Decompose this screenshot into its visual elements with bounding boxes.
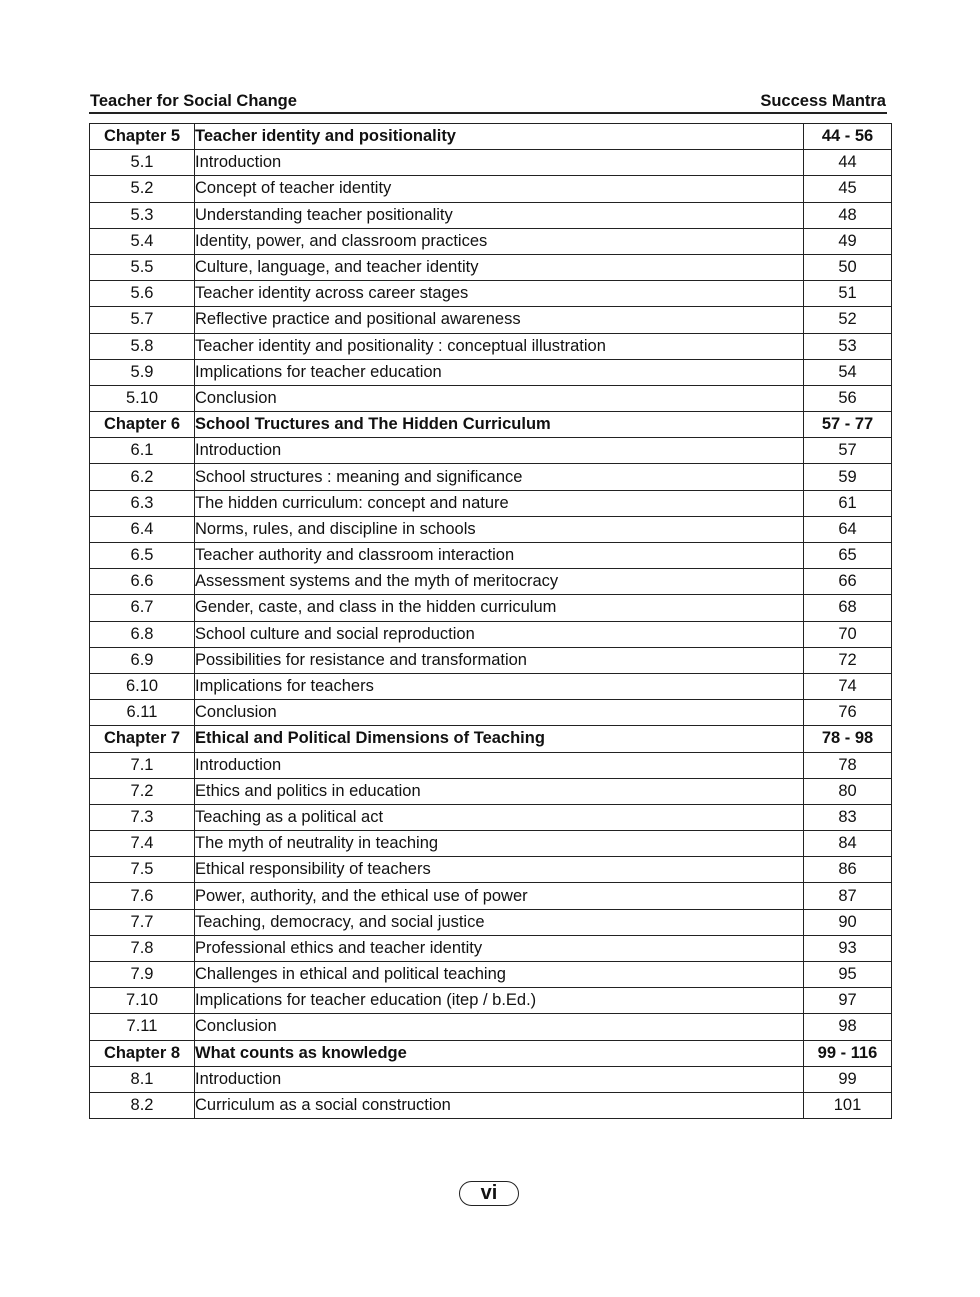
section-row [90,254,892,280]
section-row [90,804,892,830]
entry-page: 53 [804,333,892,359]
entry-number: 5.5 [90,254,195,280]
section-row [90,490,892,516]
entry-page: 70 [804,621,892,647]
entry-title: School culture and social reproduction [195,621,804,647]
entry-page: 56 [804,385,892,411]
entry-number: 6.11 [90,700,195,726]
entry-page: 57 - 77 [804,412,892,438]
entry-page: 98 [804,1014,892,1040]
entry-title: Introduction [195,1066,804,1092]
entry-page: 52 [804,307,892,333]
entry-title: Ethical and Political Dimensions of Teaching [195,726,804,752]
entry-number: 7.9 [90,962,195,988]
section-row [90,333,892,359]
section-row [90,962,892,988]
entry-page: 99 [804,1066,892,1092]
entry-number: 7.4 [90,831,195,857]
entry-page: 44 - 56 [804,124,892,150]
section-row [90,385,892,411]
entry-number: 7.11 [90,1014,195,1040]
entry-number: 5.3 [90,202,195,228]
chapter-row [90,1040,892,1066]
entry-page: 44 [804,150,892,176]
entry-number: 6.5 [90,543,195,569]
entry-title: Concept of teacher identity [195,176,804,202]
entry-number: 7.2 [90,778,195,804]
section-row [90,176,892,202]
entry-page: 66 [804,569,892,595]
entry-title: Understanding teacher positionality [195,202,804,228]
section-row [90,909,892,935]
running-header [89,92,887,114]
publisher-name: Success Mantra [760,92,886,110]
entry-number: Chapter 7 [90,726,195,752]
entry-title: Ethics and politics in education [195,778,804,804]
entry-title: Gender, caste, and class in the hidden curriculum [195,595,804,621]
section-row [90,857,892,883]
entry-page: 93 [804,935,892,961]
section-row [90,752,892,778]
entry-title: School Tructures and The Hidden Curriculum [195,412,804,438]
entry-title: Power, authority, and the ethical use of power [195,883,804,909]
section-row [90,1066,892,1092]
entry-title: Implications for teachers [195,673,804,699]
section-row [90,831,892,857]
entry-page: 84 [804,831,892,857]
entry-title: Teaching as a political act [195,804,804,830]
entry-title: Introduction [195,150,804,176]
entry-number: 6.2 [90,464,195,490]
entry-number: 6.8 [90,621,195,647]
entry-title: Curriculum as a social construction [195,1092,804,1118]
entry-number: 5.10 [90,385,195,411]
section-row [90,1014,892,1040]
entry-title: Conclusion [195,700,804,726]
entry-number: 6.4 [90,516,195,542]
section-row [90,543,892,569]
section-row [90,673,892,699]
section-row [90,883,892,909]
entry-number: 7.1 [90,752,195,778]
section-row [90,569,892,595]
entry-page: 78 - 98 [804,726,892,752]
entry-number: Chapter 8 [90,1040,195,1066]
section-row [90,464,892,490]
entry-page: 48 [804,202,892,228]
entry-title: Teacher identity and positionality : conceptual illustration [195,333,804,359]
entry-page: 83 [804,804,892,830]
entry-page: 61 [804,490,892,516]
section-row [90,595,892,621]
entry-title: Introduction [195,752,804,778]
entry-page: 78 [804,752,892,778]
entry-title: Implications for teacher education (itep / b.Ed.) [195,988,804,1014]
entry-page: 101 [804,1092,892,1118]
entry-title: Assessment systems and the myth of meritocracy [195,569,804,595]
chapter-row [90,726,892,752]
section-row [90,988,892,1014]
entry-number: 6.7 [90,595,195,621]
page-number: vi [459,1181,519,1206]
section-row [90,281,892,307]
entry-page: 45 [804,176,892,202]
entry-page: 74 [804,673,892,699]
section-row [90,647,892,673]
entry-page: 64 [804,516,892,542]
entry-title: Teacher authority and classroom interaction [195,543,804,569]
section-row [90,438,892,464]
toc-body [90,124,892,1119]
entry-title: Reflective practice and positional awareness [195,307,804,333]
chapter-row [90,124,892,150]
entry-number: 6.6 [90,569,195,595]
entry-number: 7.10 [90,988,195,1014]
entry-page: 97 [804,988,892,1014]
entry-number: 7.6 [90,883,195,909]
entry-number: 5.9 [90,359,195,385]
entry-title: Ethical responsibility of teachers [195,857,804,883]
table-of-contents [89,123,892,1119]
entry-page: 99 - 116 [804,1040,892,1066]
entry-page: 65 [804,543,892,569]
entry-page: 54 [804,359,892,385]
entry-number: 7.5 [90,857,195,883]
section-row [90,1092,892,1118]
entry-title: Culture, language, and teacher identity [195,254,804,280]
entry-number: 6.3 [90,490,195,516]
entry-page: 87 [804,883,892,909]
entry-number: Chapter 5 [90,124,195,150]
entry-title: Conclusion [195,385,804,411]
entry-title: Teacher identity across career stages [195,281,804,307]
entry-title: The myth of neutrality in teaching [195,831,804,857]
section-row [90,935,892,961]
section-row [90,150,892,176]
entry-title: Conclusion [195,1014,804,1040]
entry-page: 76 [804,700,892,726]
entry-title: Challenges in ethical and political teaching [195,962,804,988]
entry-number: 5.4 [90,228,195,254]
entry-number: 8.1 [90,1066,195,1092]
section-row [90,228,892,254]
section-row [90,359,892,385]
entry-page: 49 [804,228,892,254]
entry-number: Chapter 6 [90,412,195,438]
chapter-row [90,412,892,438]
section-row [90,516,892,542]
entry-page: 51 [804,281,892,307]
entry-page: 90 [804,909,892,935]
entry-title: Teacher identity and positionality [195,124,804,150]
entry-number: 7.8 [90,935,195,961]
entry-number: 7.3 [90,804,195,830]
entry-page: 80 [804,778,892,804]
section-row [90,778,892,804]
book-title: Teacher for Social Change [90,92,297,110]
entry-number: 5.2 [90,176,195,202]
entry-page: 59 [804,464,892,490]
entry-number: 5.8 [90,333,195,359]
entry-number: 5.7 [90,307,195,333]
entry-number: 5.1 [90,150,195,176]
entry-page: 72 [804,647,892,673]
entry-title: School structures : meaning and significance [195,464,804,490]
entry-title: Norms, rules, and discipline in schools [195,516,804,542]
entry-number: 6.9 [90,647,195,673]
entry-number: 6.1 [90,438,195,464]
entry-number: 6.10 [90,673,195,699]
entry-number: 8.2 [90,1092,195,1118]
section-row [90,202,892,228]
section-row [90,700,892,726]
entry-title: Introduction [195,438,804,464]
entry-title: Identity, power, and classroom practices [195,228,804,254]
section-row [90,621,892,647]
entry-title: Professional ethics and teacher identity [195,935,804,961]
entry-title: The hidden curriculum: concept and nature [195,490,804,516]
entry-page: 86 [804,857,892,883]
entry-title: Implications for teacher education [195,359,804,385]
entry-title: What counts as knowledge [195,1040,804,1066]
entry-number: 5.6 [90,281,195,307]
entry-title: Possibilities for resistance and transformation [195,647,804,673]
section-row [90,307,892,333]
entry-page: 68 [804,595,892,621]
entry-page: 95 [804,962,892,988]
entry-number: 7.7 [90,909,195,935]
entry-page: 57 [804,438,892,464]
entry-title: Teaching, democracy, and social justice [195,909,804,935]
entry-page: 50 [804,254,892,280]
